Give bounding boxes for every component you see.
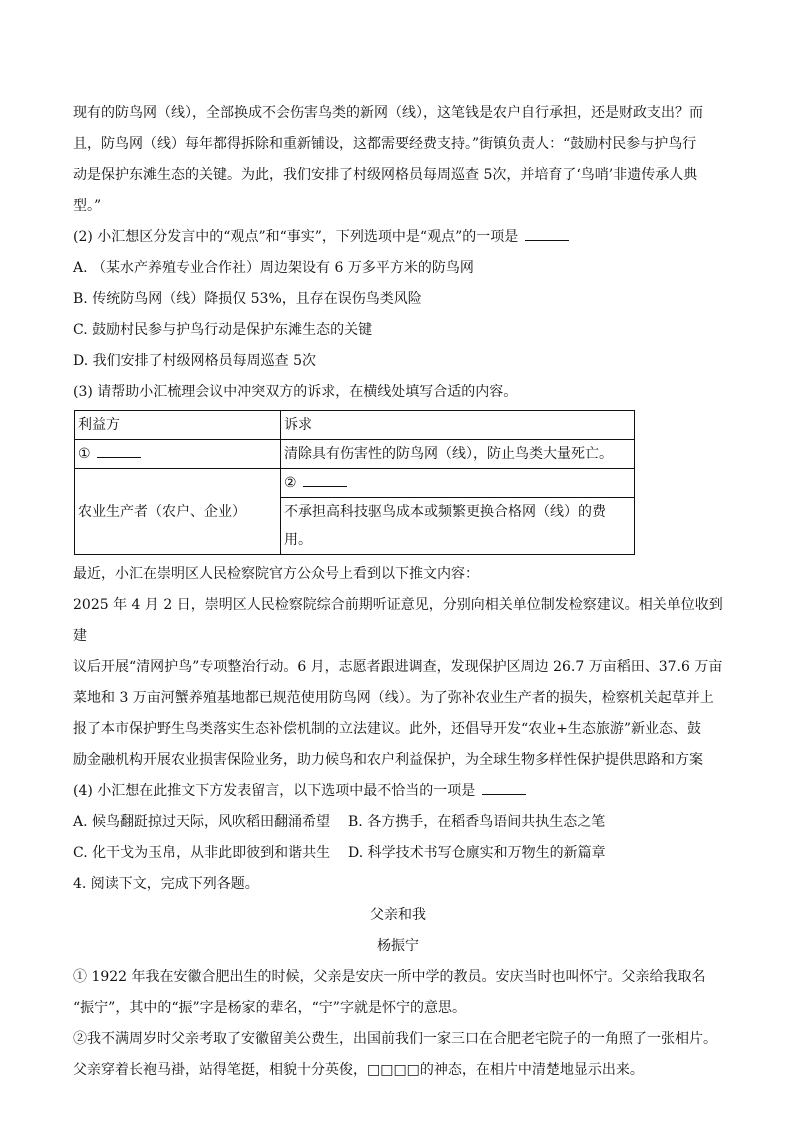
table-row bbox=[75, 440, 635, 469]
q4-option-a: A. 候鸟翻跹掠过天际，风吹稻田翻涌希望 bbox=[73, 814, 331, 830]
q2-option-d: D. 我们安排了村级网格员每周巡查 5次 bbox=[73, 353, 316, 369]
q2-option-a: A. （某水产养殖专业合作社）周边架设有 6 万多平方米的防鸟网 bbox=[73, 260, 474, 276]
article-title: 父亲和我 bbox=[370, 907, 426, 923]
row2-claim-b: 不承担高科技驱鸟成本或频繁更换合格网（线）的费用。 bbox=[281, 498, 635, 555]
claims-table bbox=[74, 410, 635, 555]
news-line-4: 报了本市保护野生鸟类落实生态补偿机制的立法建议。此外，还倡导开发“农业+生态旅游”新业态、鼓 bbox=[73, 721, 702, 737]
answer-blank[interactable] bbox=[482, 782, 526, 795]
q2-option-c: C. 鼓励村民参与护鸟行动是保护东滩生态的关键 bbox=[73, 322, 373, 338]
document-page bbox=[73, 98, 723, 1086]
table-header-row bbox=[75, 411, 635, 440]
question-4-stem: (4) 小汇想在此推文下方发表留言，以下选项中最不恰当的一项是 bbox=[73, 776, 723, 807]
news-lead: 最近，小汇在崇明区人民检察院官方公众号上看到以下推文内容： bbox=[73, 566, 479, 582]
q4-option-d: D. 科学技术书写仓廪实和万物生的新篇章 bbox=[348, 845, 606, 861]
question-3-stem: (3) 请帮助小汇梳理会议中冲突双方的诉求，在横线处填写合适的内容。 bbox=[73, 384, 518, 400]
news-line-2: 议后开展“清网护鸟”专项整治行动。6 月，志愿者跟进调查，发现保护区周边 26.7 万亩稻田、37.6 万亩 bbox=[73, 659, 723, 675]
intro-line-1: 现有的防鸟网（线），全部换成不会伤害鸟类的新网（线），这笔钱是农户自行承担，还是财政支出？而 bbox=[73, 105, 703, 121]
article-author: 杨振宁 bbox=[377, 938, 419, 954]
intro-line-4: 型。” bbox=[73, 198, 102, 214]
q4-option-c: C. 化干戈为玉帛，从非此即彼到和谐共生 bbox=[73, 845, 331, 861]
article-paragraph-2a: ②我不满周岁时父亲考取了安徽留美公费生，出国前我们一家三口在合肥老宅院子的一角照了一张相片。 bbox=[73, 1031, 717, 1047]
row1-claim: 清除具有伤害性的防鸟网（线），防止鸟类大量死亡。 bbox=[281, 440, 635, 469]
q4-options-row-1 bbox=[73, 807, 723, 838]
article-paragraph-1b: “振宁”，其中的“振”字是杨家的辈名，“宁”字就是怀宁的意思。 bbox=[73, 1000, 466, 1016]
answer-blank[interactable] bbox=[525, 228, 569, 241]
table-row bbox=[75, 469, 635, 498]
article-paragraph-2b: 父亲穿着长袍马褂，站得笔挺，相貌十分英俊，□□□□的神态，在相片中清楚地显示出来。 bbox=[73, 1062, 644, 1078]
intro-line-2: 且，防鸟网（线）每年都得拆除和重新铺设，这都需要经费支持。”街镇负责人：“鼓励村民参与护鸟行 bbox=[73, 136, 697, 152]
row2-party: 农业生产者（农户、企业） bbox=[75, 469, 281, 555]
row1-party: ① bbox=[75, 440, 281, 469]
answer-blank-2[interactable] bbox=[303, 474, 347, 487]
q4-options-row-2 bbox=[73, 838, 723, 869]
intro-line-3: 动是保护东滩生态的关键。为此，我们安排了村级网格员每周巡查 5次，并培育了‘鸟哨’非遗传承人典 bbox=[73, 167, 698, 183]
row2-claim-a: ② bbox=[281, 469, 635, 498]
header-party: 利益方 bbox=[75, 411, 281, 440]
article-paragraph-1a: ① 1922 年我在安徽合肥出生的时候，父亲是安庆一所中学的教员。安庆当时也叫怀宁。父亲给我取名 bbox=[73, 969, 706, 985]
q4-option-b: B. 各方携手，在稻香鸟语间共执生态之笔 bbox=[348, 814, 606, 830]
news-line-5: 励金融机构开展农业损害保险业务，助力候鸟和农户利益保护，为全球生物多样性保护提供思路和方案 bbox=[73, 752, 703, 768]
news-line-1: 2025 年 4 月 2 日，崇明区人民检察院综合前期听证意见，分别向相关单位制发检察建议。相关单位收到建 bbox=[73, 597, 723, 644]
answer-blank-1[interactable] bbox=[97, 445, 141, 458]
section-4-heading: 4. 阅读下文，完成下列各题。 bbox=[73, 876, 259, 892]
q2-option-b: B. 传统防鸟网（线）降损仅 53%，且存在误伤鸟类风险 bbox=[73, 291, 422, 307]
news-line-3: 菜地和 3 万亩河蟹养殖基地都已规范使用防鸟网（线）。为了弥补农业生产者的损失，检察机关起草并上 bbox=[73, 690, 714, 706]
header-claim: 诉求 bbox=[281, 411, 635, 440]
question-2-stem: (2) 小汇想区分发言中的“观点”和“事实”，下列选项中是“观点”的一项是 bbox=[73, 222, 723, 253]
